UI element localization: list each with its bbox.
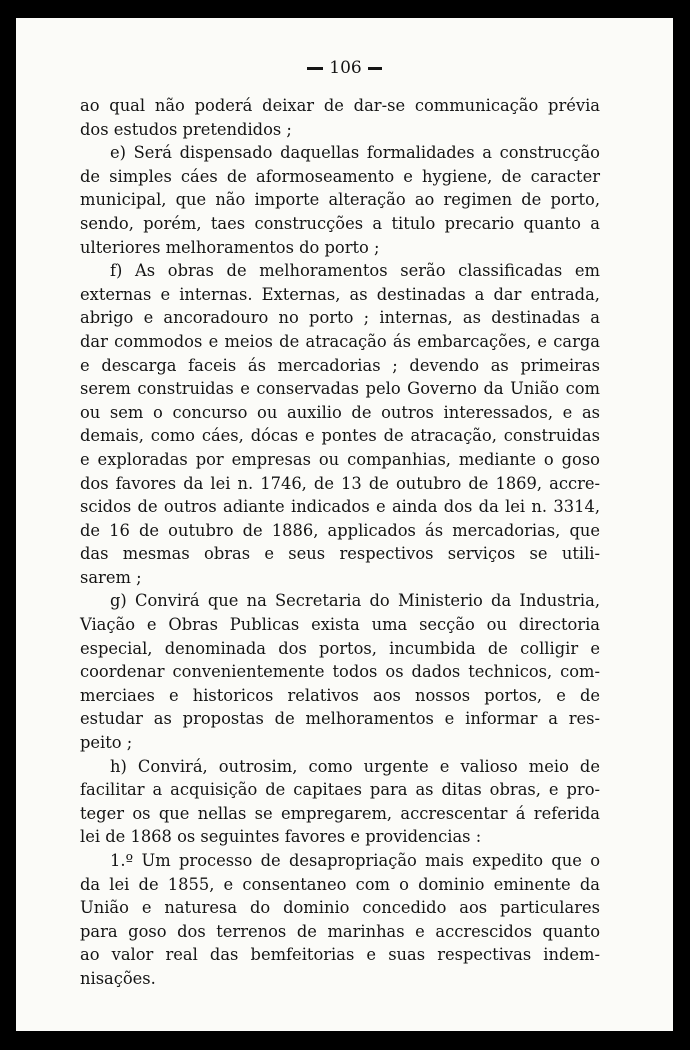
book-page <box>16 18 673 1031</box>
text-line: abrigo e ancoradouro no porto ; internas, as destinadas a <box>80 308 600 328</box>
page-number: 106 <box>329 58 362 78</box>
text-line: ulteriores melhoramentos do porto ; <box>80 237 380 257</box>
text-line: g) Convirá que na Secretaria do Ministerio da Industria, <box>110 591 600 611</box>
header-dash-right <box>368 67 382 70</box>
text-line: municipal, que não importe alteração ao regimen de porto, <box>80 190 600 210</box>
text-line: ao valor real das bemfeitorias e suas respectivas indem- <box>80 945 600 965</box>
text-line: Viação e Obras Publicas exista uma secção ou directoria <box>80 615 600 635</box>
text-line: coordenar convenientemente todos os dados technicos, com- <box>80 662 600 682</box>
text-line: União e naturesa do dominio concedido aos particulares <box>80 898 600 918</box>
text-line: demais, como cáes, dócas e pontes de atracação, construidas <box>80 426 600 446</box>
text-line: ou sem o concurso ou auxilio de outros interessados, e as <box>80 402 600 422</box>
text-line: h) Convirá, outrosim, como urgente e valioso meio de <box>110 756 600 776</box>
text-line: de 16 de outubro de 1886, applicados ás mercadorias, que <box>80 520 600 540</box>
text-line: e descarga faceis ás mercadorias ; devendo as primeiras <box>80 355 600 375</box>
text-line: dar commodos e meios de atracação ás embarcações, e carga <box>80 331 600 351</box>
text-line: merciaes e historicos relativos aos nossos portos, e de <box>80 685 600 705</box>
text-line: sarem ; <box>80 567 142 587</box>
text-line: externas e internas. Externas, as destinadas a dar entrada, <box>80 284 600 304</box>
text-line: lei de 1868 os seguintes favores e providencias : <box>80 827 482 847</box>
header-dash-left <box>307 67 323 70</box>
text-line: para goso dos terrenos de marinhas e accrescidos quanto <box>80 921 600 941</box>
text-line: f) As obras de melhoramentos serão classificadas em <box>110 261 600 281</box>
page-header <box>16 58 673 78</box>
text-line: da lei de 1855, e consentaneo com o dominio eminente da <box>80 874 600 894</box>
text-line: scidos de outros adiante indicados e ainda dos da lei n. 3314, <box>80 497 600 517</box>
text-line: das mesmas obras e seus respectivos serviços se utili- <box>80 544 600 564</box>
text-line: 1.º Um processo de desapropriação mais expedito que o <box>110 851 600 870</box>
text-line: nisações. <box>80 968 156 988</box>
text-line: e) Será dispensado daquellas formalidades a construcção <box>110 143 600 163</box>
text-line: facilitar a acquisição de capitaes para as ditas obras, e pro- <box>80 780 600 800</box>
text-line: dos estudos pretendidos ; <box>80 119 292 139</box>
text-line: ao qual não poderá deixar de dar-se communicação prévia <box>80 96 600 115</box>
text-line: dos favores da lei n. 1746, de 13 de outubro de 1869, accre- <box>80 473 600 493</box>
text-line: especial, denominada dos portos, incumbida de colligir e <box>80 638 600 658</box>
text-line: de simples cáes de aformoseamento e hygiene, de caracter <box>80 166 600 186</box>
text-line: serem construidas e conservadas pelo Governo da União com <box>80 379 600 399</box>
text-line: teger os que nellas se empregarem, accrescentar á referida <box>80 803 600 823</box>
text-line: estudar as propostas de melhoramentos e informar a res- <box>80 709 600 729</box>
text-line: peito ; <box>80 733 133 753</box>
body-text <box>80 94 600 991</box>
text-line: e exploradas por empresas ou companhias, mediante o goso <box>80 449 600 469</box>
text-line: sendo, porém, taes construcções a titulo precario quanto a <box>80 213 600 233</box>
